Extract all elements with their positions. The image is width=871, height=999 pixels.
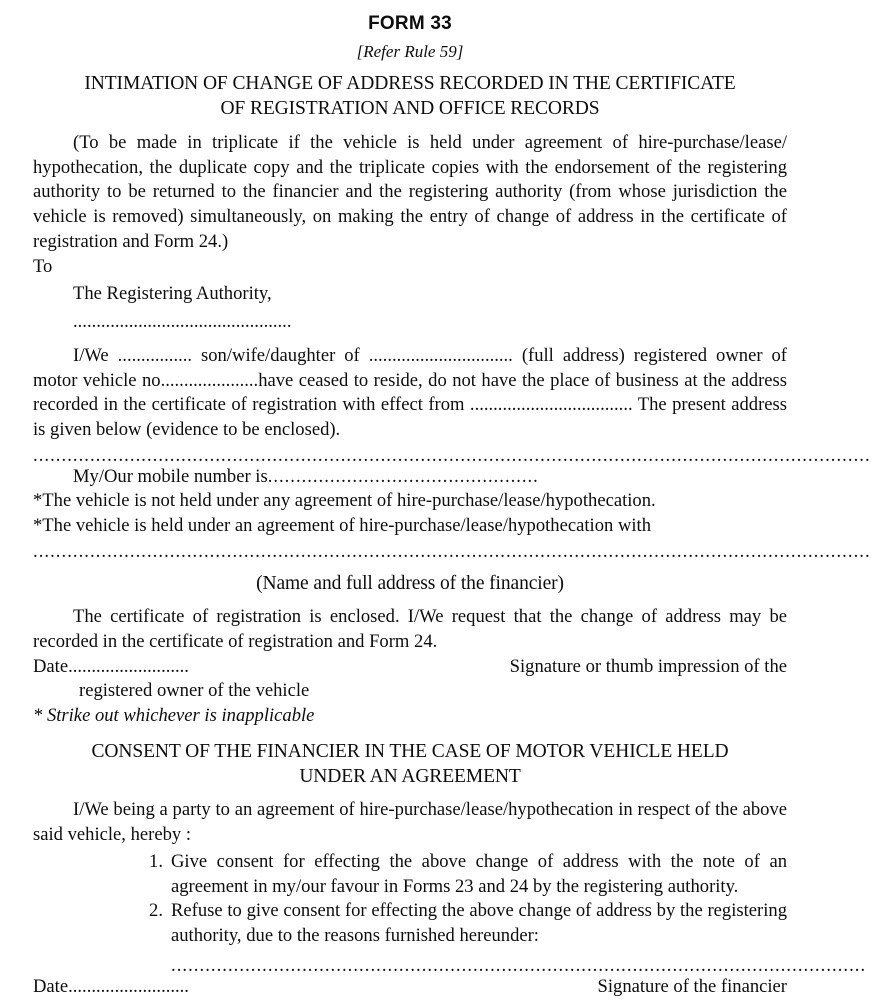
reasons-blank-field[interactable]: .......................................................................................................................... [171,954,867,976]
list-item [139,899,787,948]
list-item-number: 2. [149,900,163,922]
to-label: To [33,255,53,277]
addressee-blank-field[interactable]: ............................................... [73,311,292,333]
intro-paragraph: (To be made in triplicate if the vehicle is held under agreement of hire-purchase/lease/ hypothecation, the duplicate copy and the triplicate copies with the endorsement of the registering authority to be returned to the financier and the registering authority (from whose jurisdiction the vehicle is removed) simultaneously, on making the entry of change of address in the certificate of registration and Form 24.) [33,132,787,252]
not-held-statement: *The vehicle is not held under any agreement of hire-purchase/lease/hypothecation. [33,490,656,512]
consent-heading [33,739,787,790]
list-item-number: 1. [149,850,163,872]
financier-caption: (Name and full address of the financier) [256,572,564,594]
main-heading-line-1: INTIMATION OF CHANGE OF ADDRESS RECORDED IN THE CERTIFICATE [84,72,736,94]
owner-signature-row [33,655,787,680]
held-statement: *The vehicle is held under an agreement of hire-purchase/lease/hypothecation with [33,515,651,537]
consent-list [33,850,787,949]
financier-date-field[interactable]: Date.......................... [33,975,189,997]
financier-signature-label: Signature of the financier [597,975,787,997]
financier-blank-field[interactable]: ................................................................................................................................................... [33,540,871,562]
consent-paragraph: I/We being a party to an agreement of hire-purchase/lease/hypothecation in respect of the above said vehicle, hereby : [33,799,787,846]
form-page [0,13,871,997]
consent-heading-line-2: UNDER AN AGREEMENT [299,766,521,788]
list-item-text: Give consent for effecting the above change of address with the note of an agreement in my/our favour in Forms 23 and 24 by the registering authority. [171,850,787,897]
addressee-line: The Registering Authority, [73,283,272,305]
list-item-text: Refuse to give consent for effecting the above change of address by the registering authority, due to the reasons furnished hereunder: [171,900,787,947]
present-address-blank-field[interactable]: ................................................................................................................................................... [33,444,871,466]
strike-out-note: * Strike out whichever is inapplicable [33,705,315,727]
refer-rule-subtitle: [Refer Rule 59] [356,41,464,61]
mobile-number-blank-field[interactable]: ................................................ [267,465,539,487]
mobile-number-row [33,465,787,490]
financier-signature-row [33,975,787,999]
main-heading-line-2: OF REGISTRATION AND OFFICE RECORDS [220,98,600,120]
owner-signature-label: Signature or thumb impression of the [509,655,787,677]
owner-date-field[interactable]: Date.......................... [33,655,189,677]
mobile-number-label: My/Our mobile number is [73,465,268,487]
page-title: FORM 33 [368,13,452,34]
owner-signature-label-line-2: registered owner of the vehicle [79,680,310,702]
declaration-paragraph: I/We ................ son/wife/daughter of ............................... (full address) registered owner of motor vehicle no.....................have ceased to reside, do not have the place of business at the address recorded in the certificate of registration with effect from ................................... The present address is given below (evidence to be enclosed). [33,344,787,440]
request-paragraph: The certificate of registration is enclosed. I/We request that the change of address may be recorded in the certificate of registration and Form 24. [33,606,787,652]
list-item [139,850,787,899]
main-heading [33,71,787,122]
consent-heading-line-1: CONSENT OF THE FINANCIER IN THE CASE OF MOTOR VEHICLE HELD [91,740,729,762]
